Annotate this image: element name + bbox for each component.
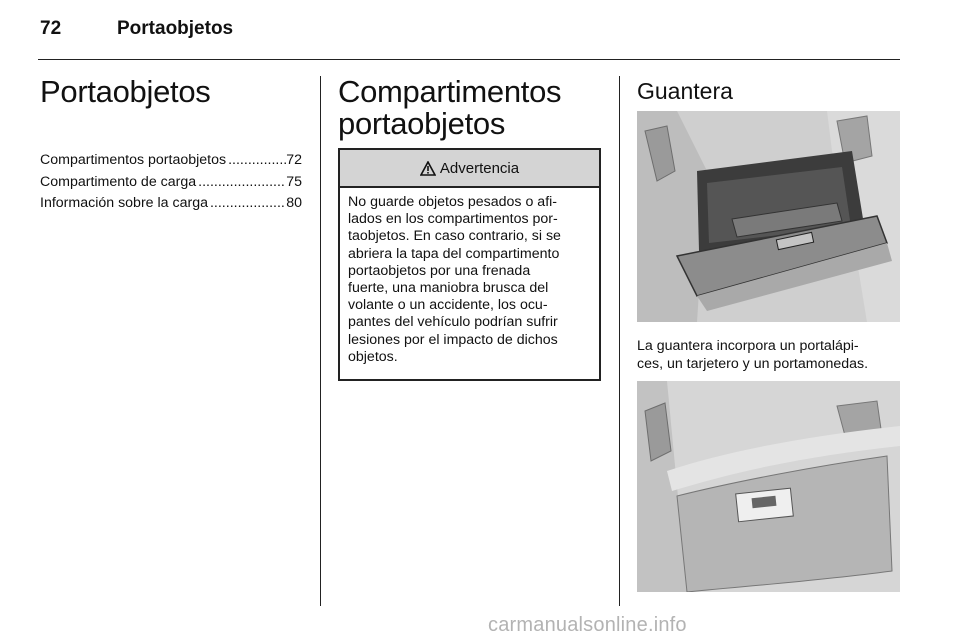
header-divider — [38, 59, 900, 60]
chapter-title: Portaobjetos — [40, 74, 211, 109]
table-of-contents — [40, 150, 302, 215]
warning-line: lesiones por el impacto de dichos — [348, 331, 558, 348]
toc-entry[interactable] — [40, 193, 302, 215]
warning-title: Advertencia — [439, 159, 520, 177]
warning-line: portaobjetos por una frenada — [348, 262, 531, 279]
warning-header — [340, 150, 599, 188]
toc-leader — [208, 193, 286, 215]
toc-leader — [226, 150, 286, 172]
warning-box — [338, 148, 601, 381]
warning-triangle-icon — [420, 161, 436, 176]
warning-line: No guarde objetos pesados o afi- — [348, 194, 558, 210]
warning-line: pantes del vehículo podrían sufrir — [348, 314, 558, 331]
section-title-line: Compartimentos — [338, 74, 562, 109]
glovebox-caption — [637, 338, 901, 373]
warning-text — [340, 188, 599, 366]
toc-entry[interactable] — [40, 150, 302, 172]
subsection-title: Guantera — [637, 78, 733, 104]
toc-entry-label: Compartimento de carga — [40, 173, 197, 190]
page-number: 72 — [40, 18, 62, 39]
toc-entry-label: Compartimentos portaobjetos — [40, 152, 227, 168]
glovebox-closed-illustration — [637, 381, 900, 592]
warning-line: taobjetos. En caso contrario, si se — [348, 228, 561, 245]
toc-entry-page: 80 — [286, 195, 302, 211]
toc-entry-label: Información sobre la carga — [40, 195, 208, 211]
warning-line: objetos. — [348, 348, 398, 365]
section-title — [338, 76, 561, 140]
caption-line: ces, un tarjetero y un portamonedas. — [637, 355, 869, 372]
toc-entry[interactable] — [40, 172, 302, 194]
watermark: carmanualsonline.info — [488, 614, 687, 636]
warning-line: abriera la tapa del compartimento — [348, 245, 560, 262]
warning-line: volante o un accidente, los ocu- — [348, 297, 548, 314]
running-header-title: Portaobjetos — [117, 18, 234, 39]
column-divider-left — [320, 76, 321, 606]
caption-line: La guantera incorpora un portalápi- — [637, 338, 859, 354]
warning-line: fuerte, una maniobra brusca del — [348, 280, 549, 297]
toc-entry-page: 75 — [286, 173, 302, 190]
section-title-line: portaobjetos — [338, 106, 506, 141]
warning-line: lados en los compartimentos por- — [348, 211, 558, 228]
glovebox-open-illustration — [637, 111, 900, 322]
toc-entry-page: 72 — [286, 152, 302, 168]
toc-leader — [196, 172, 286, 194]
column-divider-right — [619, 76, 620, 606]
